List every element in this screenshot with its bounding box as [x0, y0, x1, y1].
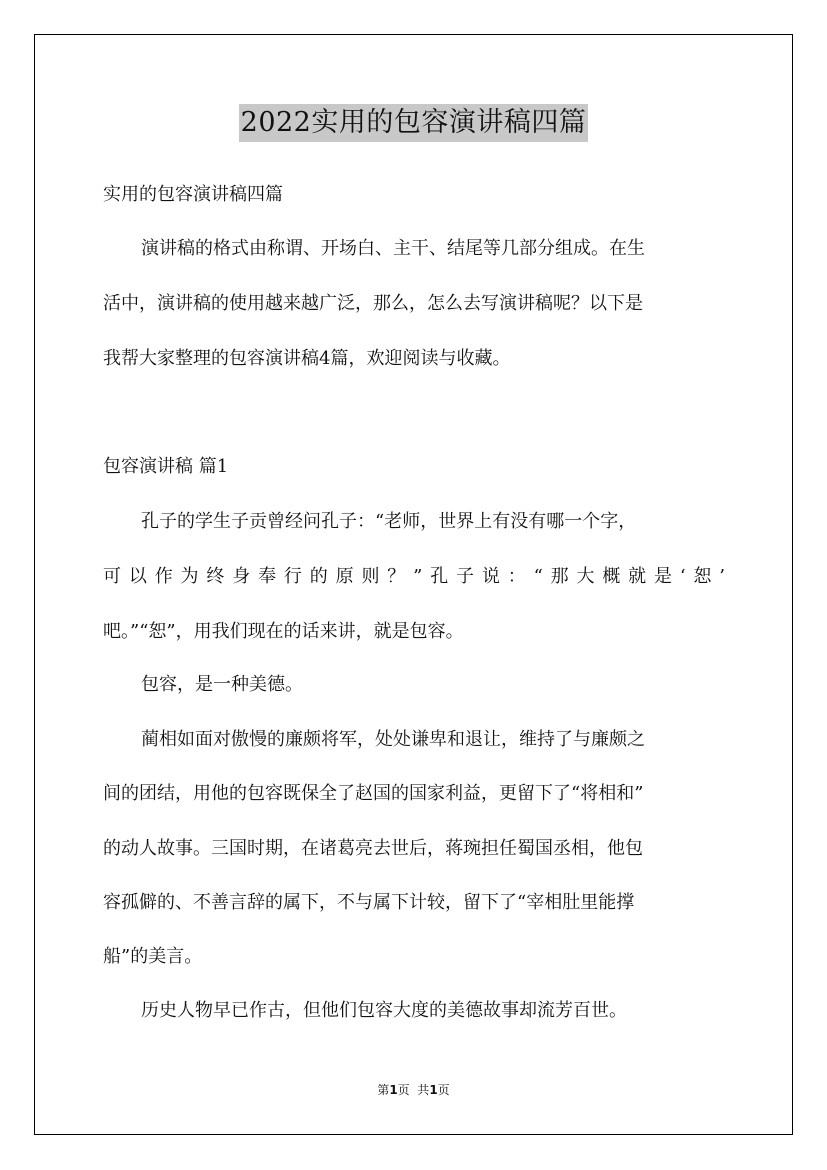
document-title: 2022实用的包容演讲稿四篇 — [239, 104, 589, 142]
footer-suffix: 页 — [437, 1083, 450, 1097]
intro-line-3: 我帮大家整理的包容演讲稿4篇，欢迎阅读与收藏。 — [103, 348, 511, 369]
footer-page-current: 1 — [389, 1083, 398, 1097]
section1-line-2: 可以作为终身奉行的原则？”孔子说：“那大概就是‘恕’ — [103, 566, 725, 587]
intro-line-1: 演讲稿的格式由称谓、开场白、主干、结尾等几部分组成。在生 — [141, 238, 645, 259]
section1-line-1: 孔子的学生子贡曾经问孔子：“老师，世界上有没有哪一个字， — [141, 511, 637, 532]
section1-line-8: 容孤僻的、不善言辞的属下，不与属下计较，留下了“宰相肚里能撑 — [103, 892, 635, 913]
title-container — [0, 104, 827, 142]
page-footer — [0, 1082, 827, 1098]
section1-line-5: 蔺相如面对傲慢的廉颇将军，处处谦卑和退让，维持了与廉颇之 — [141, 729, 645, 750]
section1-line-3: 吧。”“恕”，用我们现在的话来讲，就是包容。 — [103, 621, 464, 642]
section1-line-10: 历史人物早已作古，但他们包容大度的美德故事却流芳百世。 — [141, 1000, 627, 1021]
intro-line-2: 活中，演讲稿的使用越来越广泛，那么，怎么去写演讲稿呢？以下是 — [103, 293, 643, 314]
section1-line-7: 的动人故事。三国时期，在诸葛亮去世后，蒋琬担任蜀国丞相，他包 — [103, 838, 643, 859]
intro-heading: 实用的包容演讲稿四篇 — [103, 184, 283, 205]
section1-line-6: 间的团结，用他的包容既保全了赵国的国家利益，更留下了“将相和” — [103, 783, 644, 804]
section1-line-4: 包容，是一种美德。 — [141, 674, 303, 695]
footer-page-total: 1 — [429, 1083, 438, 1097]
section1-heading: 包容演讲稿 篇1 — [103, 456, 229, 477]
section1-line-9: 船”的美言。 — [103, 946, 203, 967]
footer-mid: 页 共 — [397, 1083, 430, 1097]
footer-prefix: 第 — [377, 1083, 390, 1097]
